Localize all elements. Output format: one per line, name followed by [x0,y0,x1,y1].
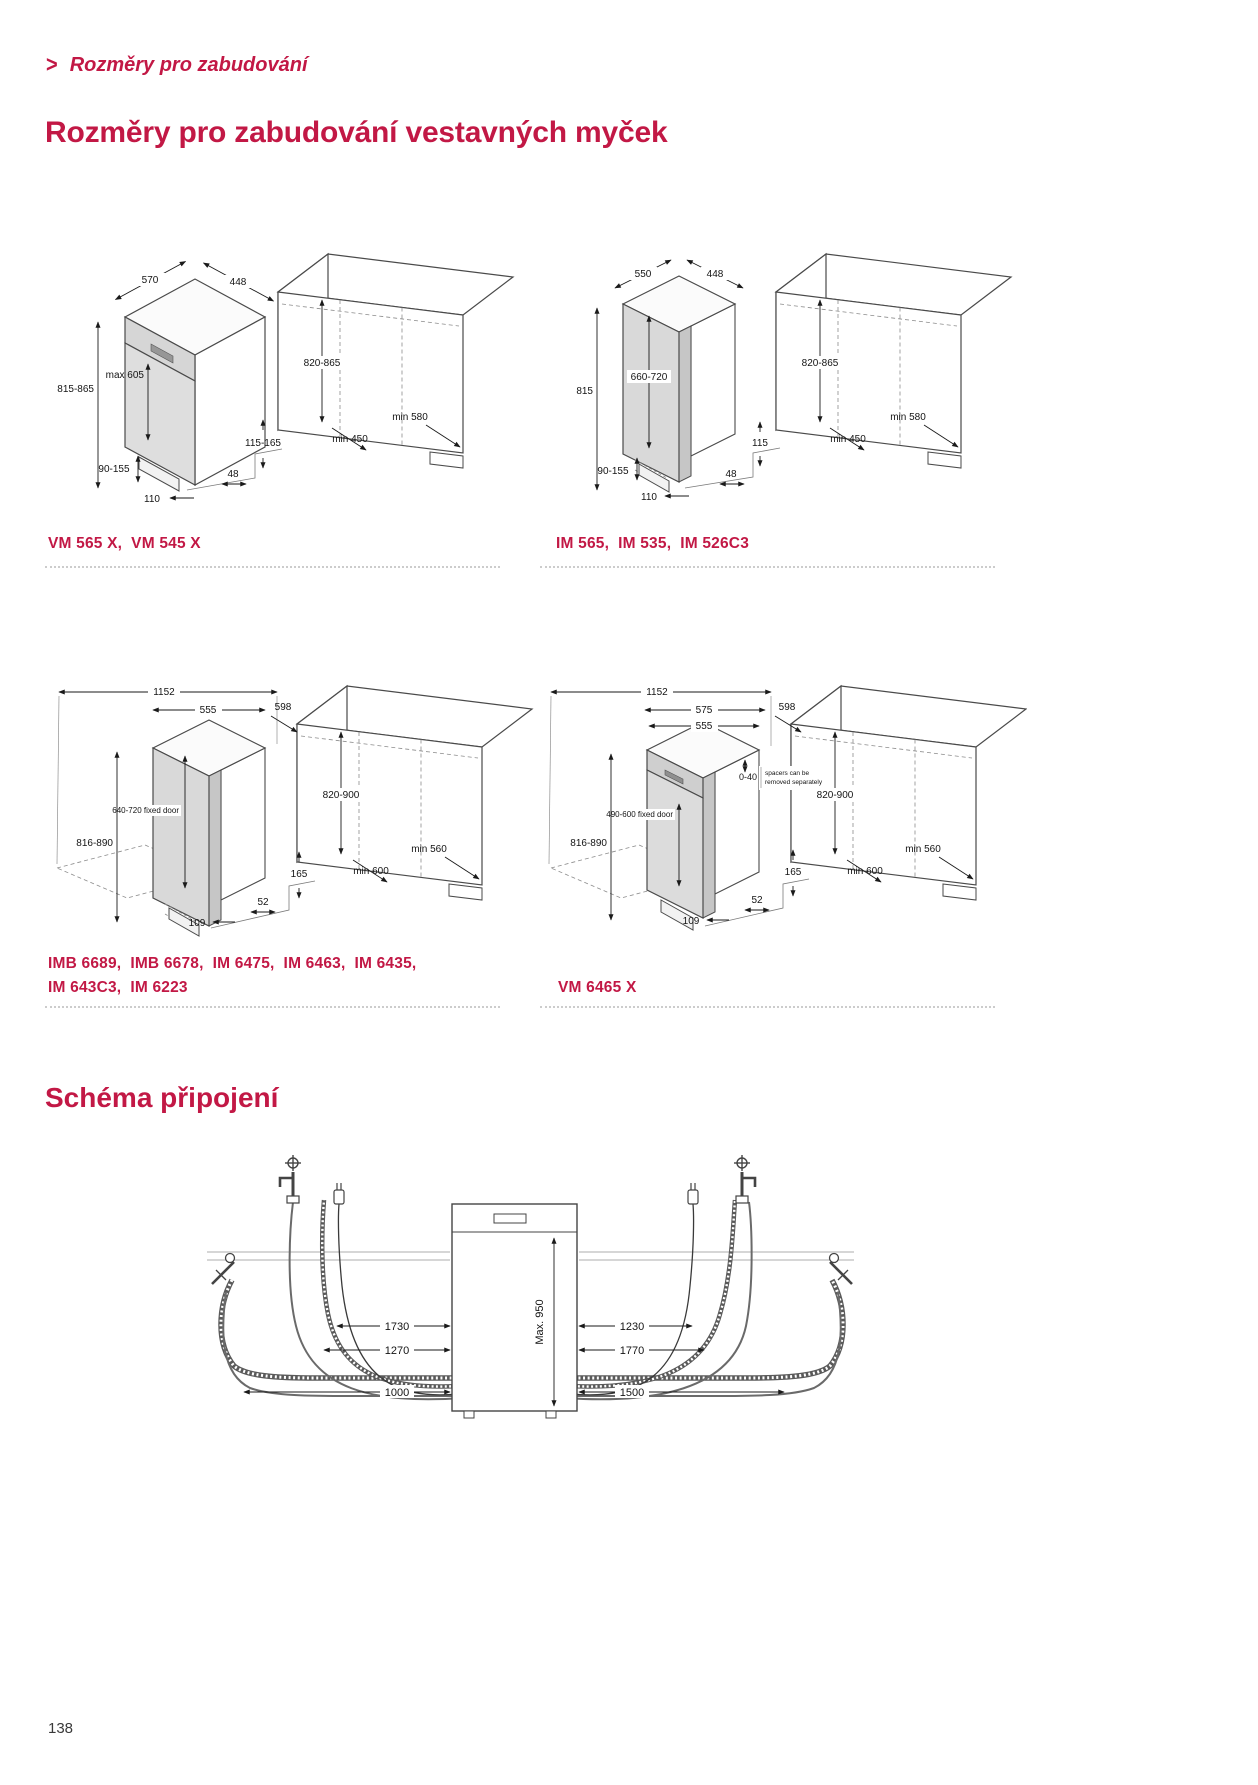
dim-kick: 165 [290,869,308,880]
dim-niche-depth: min 600 [847,866,883,877]
dim-plinth-depth: 110 [144,494,160,505]
page-title: Rozměry pro zabudování vestavných myček [45,116,668,149]
faucet-icon [734,1155,755,1203]
spacer-note-line2: removed separately [765,779,823,786]
dim-niche-depth: min 600 [353,866,389,877]
dim-depth: 448 [229,277,247,288]
dim-kick: 115-165 [245,438,281,449]
dim-niche-height: 820-865 [801,358,839,369]
faucet-icon [280,1155,301,1203]
dim-counter-depth: min 580 [392,412,428,423]
dim-outer-width: 575 [695,705,713,716]
diagram-imb6689 [45,660,537,955]
dim-total: 1152 [153,687,175,698]
breadcrumb-label: Rozměry pro zabudování [69,54,308,76]
separator-line [45,566,500,568]
left-supply-hose [290,1202,464,1399]
plug-icon [688,1183,698,1204]
page-number: 138 [48,1720,74,1737]
dim-plinth-height: 90-155 [98,464,130,475]
dim-gap: 48 [227,469,239,480]
dim-counter-depth: min 580 [890,412,926,423]
dishwasher-drawing [125,279,265,491]
connection-diagram [192,1146,872,1456]
dim-niche-height: 820-900 [322,790,360,801]
dim-left-3: 1000 [384,1387,410,1399]
dim-width: 555 [199,705,217,716]
dim-door: 640-720 fixed door [112,806,179,815]
dim-height: 816-890 [76,838,113,849]
dim-max-height: Max. 950 [534,1299,546,1345]
dim-height: 816-890 [570,838,607,849]
dim-niche-depth: min 450 [332,434,368,445]
model-list-vm6465: VM 6465 X [558,979,637,996]
dim-counter-depth: min 560 [411,844,447,855]
dim-left-1: 1730 [384,1321,410,1333]
dim-width: 550 [634,269,652,280]
chevron-right-icon: > [46,52,58,78]
dishwasher-front-icon [452,1204,577,1418]
dim-width: 570 [141,275,159,286]
dishwasher-drawing [153,720,265,936]
dim-right-1: 1230 [619,1321,645,1333]
model-list-im565: IM 565, IM 535, IM 526C3 [556,535,750,552]
breadcrumb [46,54,308,77]
model-list-line2: IM 643C3, IM 6223 [48,979,188,997]
dim-niche-height: 820-900 [816,790,854,801]
dim-door: 490-600 fixed door [606,810,673,819]
dim-gap: 48 [725,469,737,480]
dishwasher-drawing [623,276,735,492]
valve-icon [212,1254,235,1285]
spacer-note-line1: spacers can be [765,770,810,777]
dim-gap: 52 [257,897,269,908]
plug-icon [334,1183,344,1204]
dim-height: 815 [576,386,593,397]
dim-width: 555 [695,721,713,732]
dim-kick: 165 [784,867,802,878]
dim-door: 660-720 [630,372,668,383]
diagram-vm565 [50,232,520,532]
diagram-im565 [545,232,1015,532]
separator-line [540,1006,995,1008]
dim-niche-depth: min 450 [830,434,866,445]
dim-plinth-depth: 110 [641,492,657,503]
model-list-vm565: VM 565 X, VM 545 X [48,535,201,552]
separator-line [540,566,995,568]
diagram-vm6465 [535,660,1027,955]
separator-line [45,1006,500,1008]
dim-total: 1152 [646,687,668,698]
right-drain-hose [569,1200,735,1387]
dim-right-2: 1770 [619,1345,645,1357]
dim-counter-depth: min 560 [905,844,941,855]
dim-foot: 109 [188,918,206,929]
dim-plinth-height: 90-155 [597,466,629,477]
dim-kick: 115 [752,438,768,449]
model-list-imb [48,952,518,1000]
dim-depth: 448 [706,269,724,280]
dim-door: max 605 [105,370,144,381]
dim-left-2: 1270 [384,1345,410,1357]
dim-niche-height: 820-865 [303,358,341,369]
dim-gap: 52 [751,895,763,906]
connection-title: Schéma připojení [45,1082,279,1113]
dim-height: 815-865 [57,384,94,395]
dim-depth: 598 [778,702,796,713]
dim-depth: 598 [274,702,292,713]
dim-foot: 109 [682,916,700,927]
dim-spacer: 0-40 [738,772,757,782]
dim-right-3: 1500 [619,1387,645,1399]
model-list-line1: IMB 6689, IMB 6678, IM 6475, IM 6463, IM 6435, [48,955,417,972]
dishwasher-drawing [647,722,759,930]
valve-icon [830,1254,853,1285]
right-power-cable [571,1204,694,1395]
